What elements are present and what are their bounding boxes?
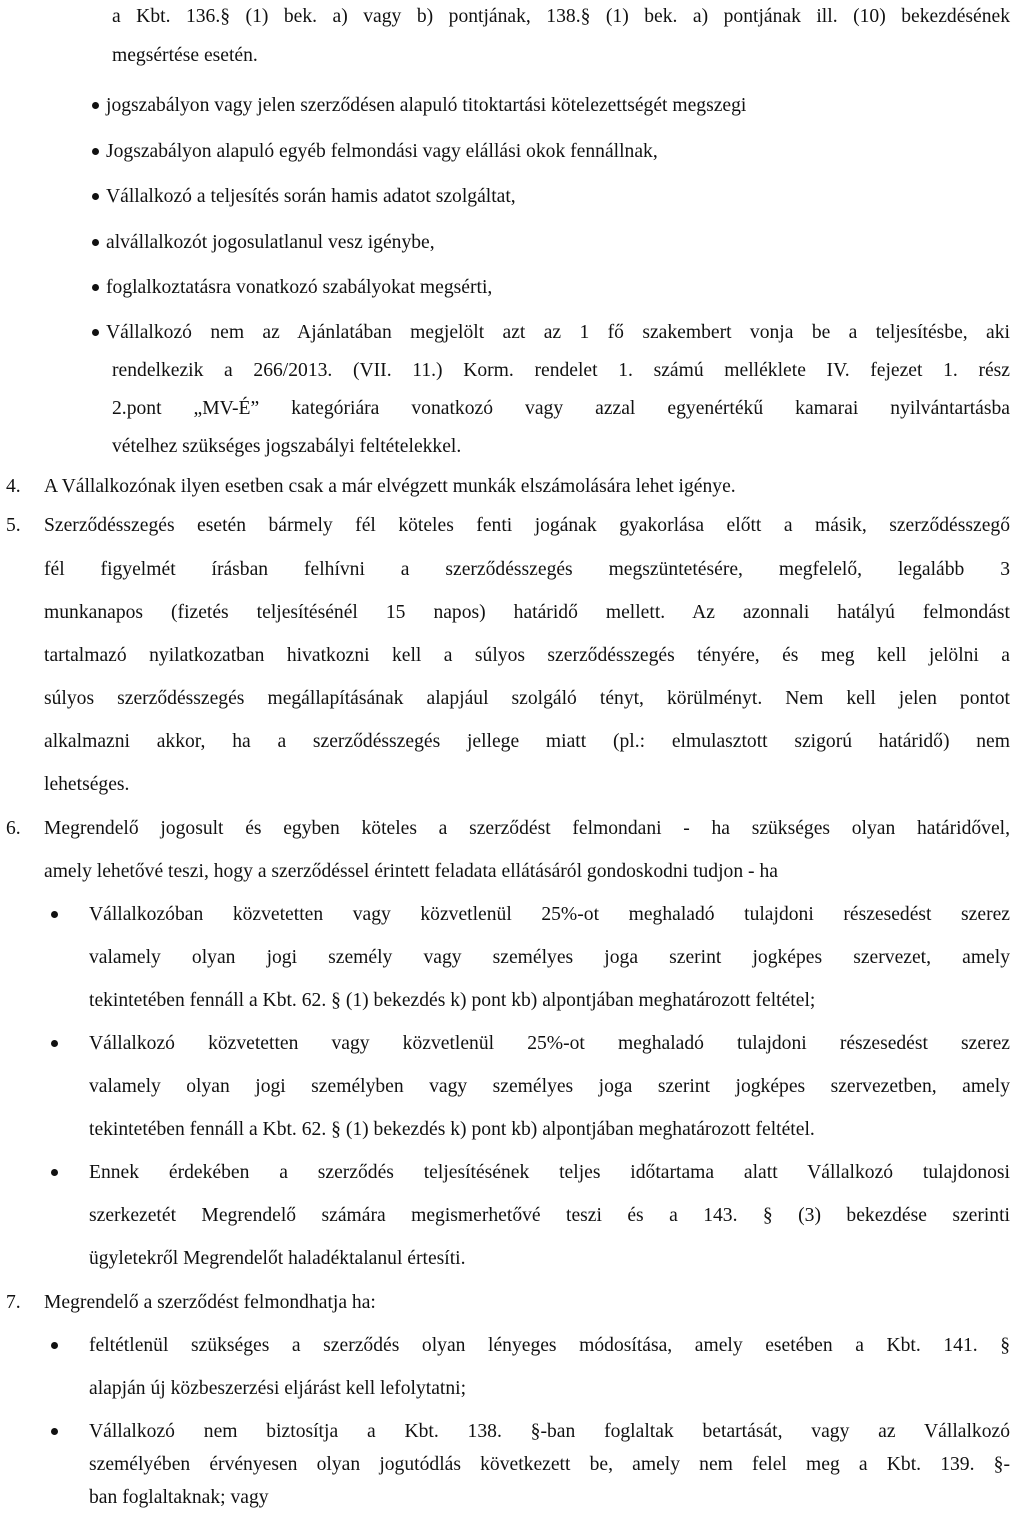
- bullet-icon: [51, 1040, 58, 1047]
- item-number: 6.: [6, 818, 21, 839]
- list-item-text: Vállalkozó a teljesítés során hamis adatot szolgáltat,: [106, 186, 516, 207]
- intro-line: megsértése esetén.: [112, 45, 258, 66]
- item-text: Szerződésszegés esetén bármely fél köteles fenti jogának gyakorlása előtt a másik, szerződésszegő: [44, 515, 1010, 536]
- bullet-icon: [51, 1428, 58, 1435]
- bullet-icon: [92, 329, 99, 336]
- list-item-text: Vállalkozó közvetetten vagy közvetlenül 25%-ot meghaladó tulajdoni részesedést szerez: [89, 1033, 1010, 1054]
- list-item-text: rendelkezik a 266/2013. (VII. 11.) Korm. rendelet 1. számú melléklete IV. fejezet 1. rész: [112, 360, 1010, 381]
- item-number: 5.: [6, 515, 21, 536]
- list-item-text: jogszabályon vagy jelen szerződésen alapuló titoktartási kötelezettségét megszegi: [106, 95, 747, 116]
- list-item-text: tekintetében fennáll a Kbt. 62. § (1) bekezdés k) pont kb) alpontjában meghatározott feltétel.: [89, 1119, 815, 1140]
- list-item-text: szerkezetét Megrendelő számára megismerhetővé teszi és a 143. § (3) bekezdése szerinti: [89, 1205, 1010, 1226]
- bullet-icon: [92, 239, 99, 246]
- list-item-text: foglalkoztatásra vonatkozó szabályokat megsérti,: [106, 277, 493, 298]
- item-text: A Vállalkozónak ilyen esetben csak a már elvégzett munkák elszámolására lehet igénye.: [44, 476, 736, 497]
- list-item-text: Vállalkozó nem biztosítja a Kbt. 138. §-ban foglaltak betartását, vagy az Vállalkozó: [89, 1421, 1010, 1442]
- intro-line: a Kbt. 136.§ (1) bek. a) vagy b) pontjának, 138.§ (1) bek. a) pontjának ill. (10) bekezdésének: [112, 6, 1010, 27]
- item-text: Megrendelő jogosult és egyben köteles a szerződést felmondani - ha szükséges olyan határidővel,: [44, 818, 1010, 839]
- bullet-icon: [51, 911, 58, 918]
- bullet-icon: [51, 1342, 58, 1349]
- bullet-icon: [51, 1169, 58, 1176]
- bullet-icon: [92, 148, 99, 155]
- item-text: fél figyelmét írásban felhívni a szerződésszegés megszüntetésére, megfelelő, legalább 3: [44, 559, 1010, 580]
- list-item-text: Ennek érdekében a szerződés teljesítésének teljes időtartama alatt Vállalkozó tulajdonosi: [89, 1162, 1010, 1183]
- list-item-text: tekintetében fennáll a Kbt. 62. § (1) bekezdés k) pont kb) alpontjában meghatározott feltétel;: [89, 990, 816, 1011]
- bullet-icon: [92, 193, 99, 200]
- list-item-text: vételhez szükséges jogszabályi feltételekkel.: [112, 436, 462, 457]
- list-item-text: Vállalkozóban közvetetten vagy közvetlenül 25%-ot meghaladó tulajdoni részesedést szerez: [89, 904, 1010, 925]
- list-item-text: ügyletekről Megrendelőt haladéktalanul értesíti.: [89, 1248, 466, 1269]
- list-item-text: alvállalkozót jogosulatlanul vesz igénybe,: [106, 232, 435, 253]
- list-item-text: Vállalkozó nem az Ajánlatában megjelölt azt az 1 fő szakembert vonja be a teljesítésbe, aki: [106, 322, 1010, 343]
- list-item-text: feltétlenül szükséges a szerződés olyan lényeges módosítása, amely esetében a Kbt. 141. §: [89, 1335, 1010, 1356]
- bullet-icon: [92, 284, 99, 291]
- list-item-text: ban foglaltaknak; vagy: [89, 1487, 269, 1508]
- item-text: munkanapos (fizetés teljesítésénél 15 napos) határidő mellett. Az azonnali hatályú felmondást: [44, 602, 1010, 623]
- item-text: súlyos szerződésszegés megállapításának alapjául szolgáló tényt, körülményt. Nem kell jelen pontot: [44, 688, 1010, 709]
- bullet-icon: [92, 102, 99, 109]
- item-text: alkalmazni akkor, ha a szerződésszegés jellege miatt (pl.: elmulasztott szigorú határidő) nem: [44, 731, 1010, 752]
- list-item-text: alapján új közbeszerzési eljárást kell lefolytatni;: [89, 1378, 467, 1399]
- list-item-text: 2.pont „MV-É” kategóriára vonatkozó vagy azzal egyenértékű kamarai nyilvántartásba: [112, 398, 1010, 419]
- item-text: Megrendelő a szerződést felmondhatja ha:: [44, 1292, 376, 1313]
- list-item-text: valamely olyan jogi személyben vagy személyes joga szerint jogképes szervezetben, amely: [89, 1076, 1010, 1097]
- item-text: amely lehetővé teszi, hogy a szerződéssel érintett feladata ellátásáról gondoskodni tudjon - ha: [44, 861, 778, 882]
- item-text: lehetséges.: [44, 774, 130, 795]
- list-item-text: valamely olyan jogi személy vagy személyes joga szerint jogképes szervezet, amely: [89, 947, 1010, 968]
- item-number: 4.: [6, 476, 21, 497]
- list-item-text: Jogszabályon alapuló egyéb felmondási vagy elállási okok fennállnak,: [106, 141, 658, 162]
- list-item-text: személyében érvényesen olyan jogutódlás következett be, amely nem felel meg a Kbt. 139. §-: [89, 1454, 1010, 1475]
- item-text: tartalmazó nyilatkozatban hivatkozni kell a súlyos szerződésszegés tényére, és meg kell jelölni a: [44, 645, 1010, 666]
- item-number: 7.: [6, 1292, 21, 1313]
